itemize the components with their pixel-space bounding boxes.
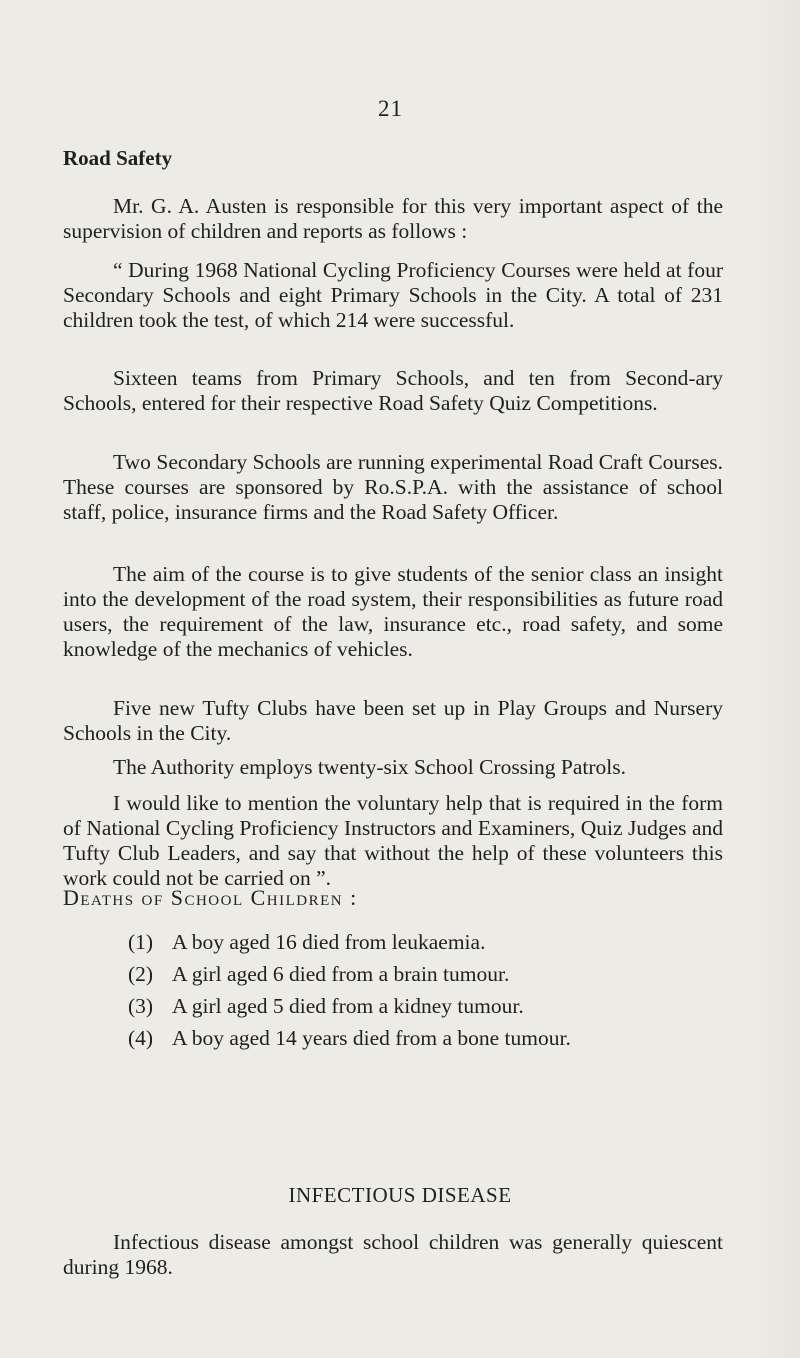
section-heading-road-safety: Road Safety	[63, 146, 173, 170]
list-item-number: (4)	[128, 1026, 154, 1050]
paragraph-cycling-courses: “ During 1968 National Cycling Proficiency Courses were held at four Secondary Schools and eight Primary Schools in the City. A total of 231 children took the test, of which 214 were successful.	[63, 258, 723, 332]
section-heading-infectious-disease: INFECTIOUS DISEASE	[288, 1183, 512, 1207]
list-item-text: A girl aged 6 died from a brain tumour.	[172, 962, 510, 986]
list-item-number: (1)	[128, 930, 154, 954]
list-item-text: A boy aged 16 died from leukaemia.	[172, 930, 486, 954]
list-item-text: A boy aged 14 years died from a bone tumour.	[172, 1026, 571, 1050]
paragraph-volunteers: I would like to mention the voluntary help that is required in the form of National Cycling Proficiency Instructors and Examiners, Quiz Judges and Tufty Club Leaders, and say that without the help of these volunteers this work could not be carried on ”.	[63, 791, 723, 890]
paragraph-crossing-patrols: The Authority employs twenty-six School Crossing Patrols.	[113, 755, 626, 779]
list-item	[128, 962, 571, 994]
list-item-text: A girl aged 5 died from a kidney tumour.	[172, 994, 524, 1018]
list-item	[128, 994, 571, 1026]
page-number: 21	[378, 96, 403, 121]
paragraph-road-craft: Two Secondary Schools are running experimental Road Craft Courses. These courses are sponsored by Ro.S.P.A. with the assistance of school staff, police, insurance firms and the Road Safety Officer.	[63, 450, 723, 524]
list-item-number: (3)	[128, 994, 154, 1018]
deaths-list	[128, 930, 571, 1058]
paragraph-infectious-disease: Infectious disease amongst school children was generally quiescent during 1968.	[63, 1230, 723, 1279]
list-item	[128, 1026, 571, 1058]
section-heading-deaths: Deaths of School Children :	[63, 885, 358, 910]
paragraph-tufty-clubs: Five new Tufty Clubs have been set up in Play Groups and Nursery Schools in the City.	[63, 696, 723, 745]
paragraph-course-aim: The aim of the course is to give students of the senior class an insight into the development of the road system, their responsibilities as future road users, the requirement of the law, insurance etc., road safety, and some knowledge of the mechanics of vehicles.	[63, 562, 723, 661]
list-item-number: (2)	[128, 962, 154, 986]
list-item	[128, 930, 571, 962]
paragraph-intro: Mr. G. A. Austen is responsible for this very important aspect of the supervision of children and reports as follows :	[63, 194, 723, 243]
page-edge-shadow	[760, 0, 800, 1358]
paragraph-quiz-teams: Sixteen teams from Primary Schools, and ten from Second-ary Schools, entered for their respective Road Safety Quiz Competitions.	[63, 366, 723, 415]
